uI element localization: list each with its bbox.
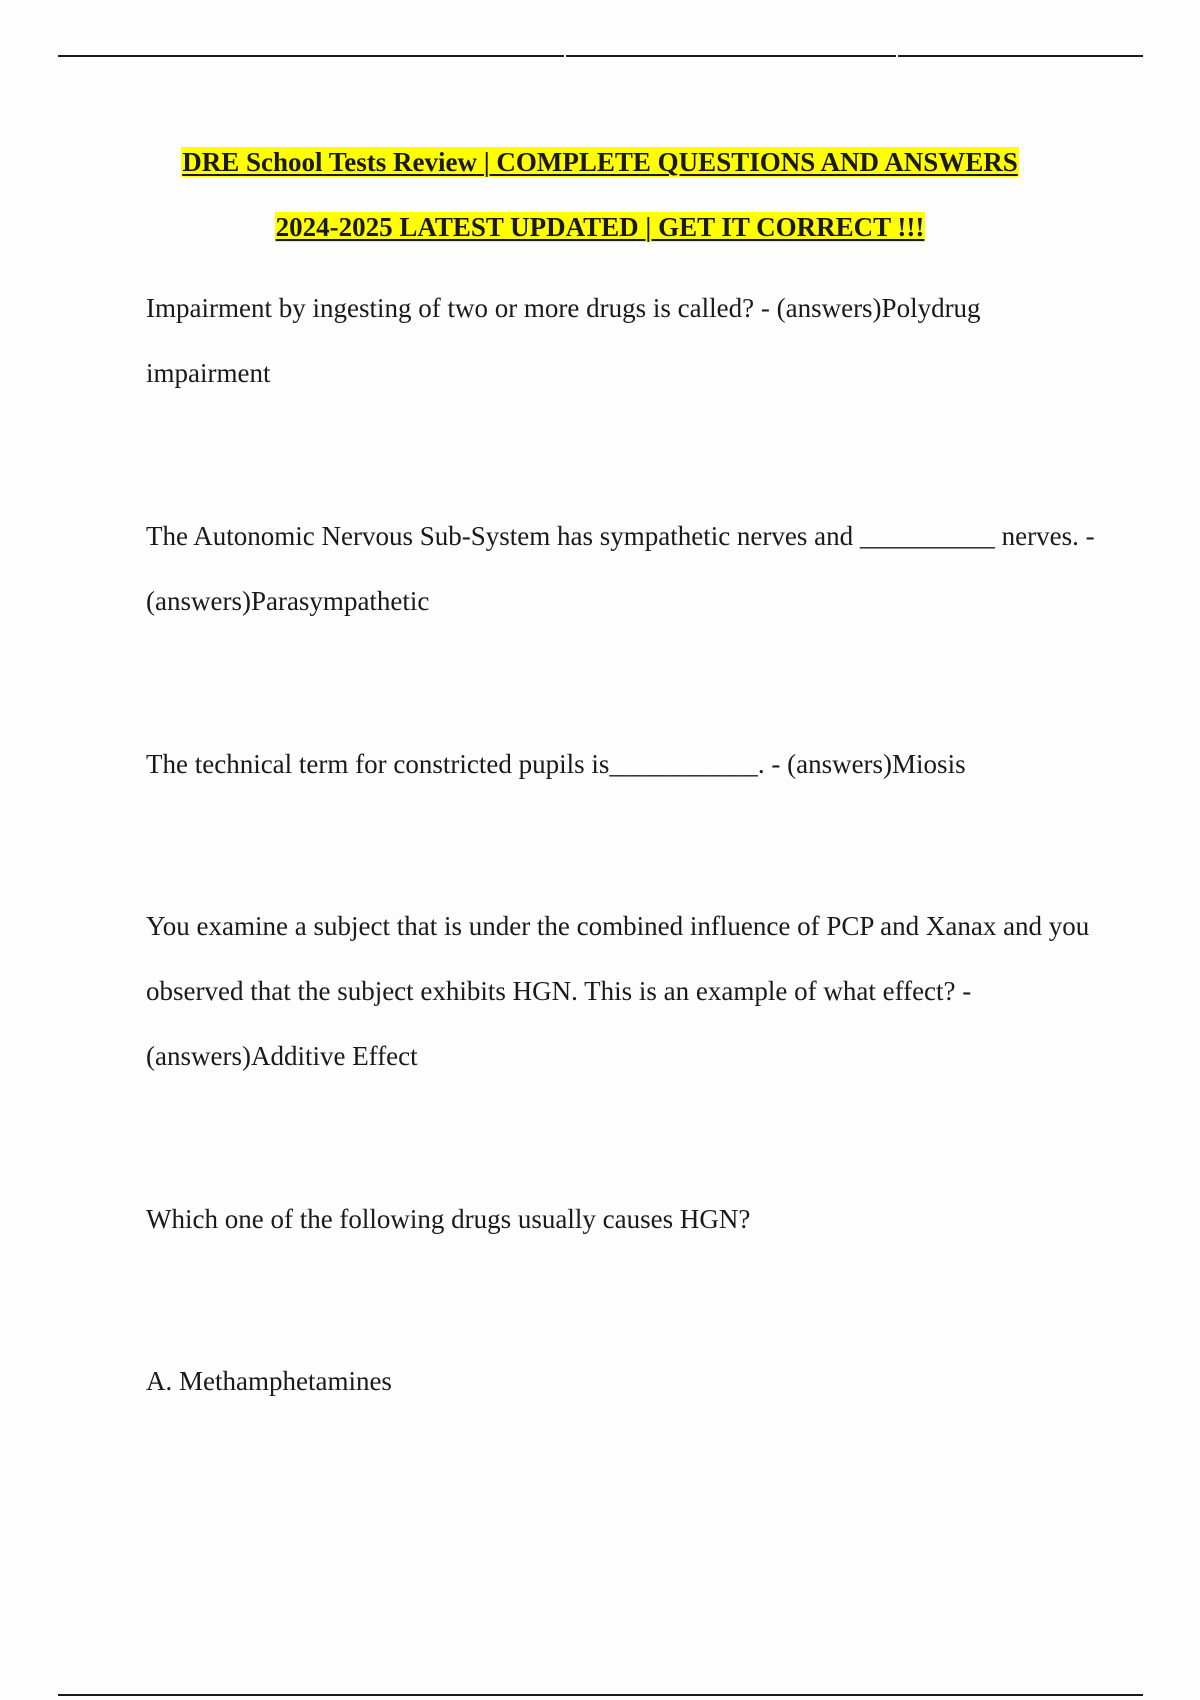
highlighted-title-text: 2024-2025 LATEST UPDATED | GET IT CORRECT !!! (275, 212, 925, 242)
header-rule (58, 55, 1143, 57)
question-answer-item: Impairment by ingesting of two or more drugs is called? - (answers)Polydrug impairment (146, 293, 981, 388)
header-rule-gap (896, 54, 898, 59)
footer-rule (58, 1694, 1143, 1696)
question-item: Which one of the following drugs usually causes HGN? (146, 1204, 751, 1234)
answer-option: A. Methamphetamines (146, 1366, 392, 1396)
document-title-line-1 (0, 146, 1200, 178)
question-answer-item: The technical term for constricted pupils is___________. - (answers)Miosis (146, 749, 966, 779)
highlighted-title-text: DRE School Tests Review | COMPLETE QUESTIONS AND ANSWERS (182, 147, 1018, 177)
question-answer-item: The Autonomic Nervous Sub-System has sympathetic nerves and __________ nerves. - (answers)Parasympathetic (146, 521, 1095, 616)
document-title-line-2 (0, 211, 1200, 243)
header-rule-gap (564, 54, 566, 59)
question-answer-item: You examine a subject that is under the combined influence of PCP and Xanax and you observed that the subject exhibits HGN. This is an example of what effect? - (answers)Additive Effect (146, 911, 1090, 1071)
